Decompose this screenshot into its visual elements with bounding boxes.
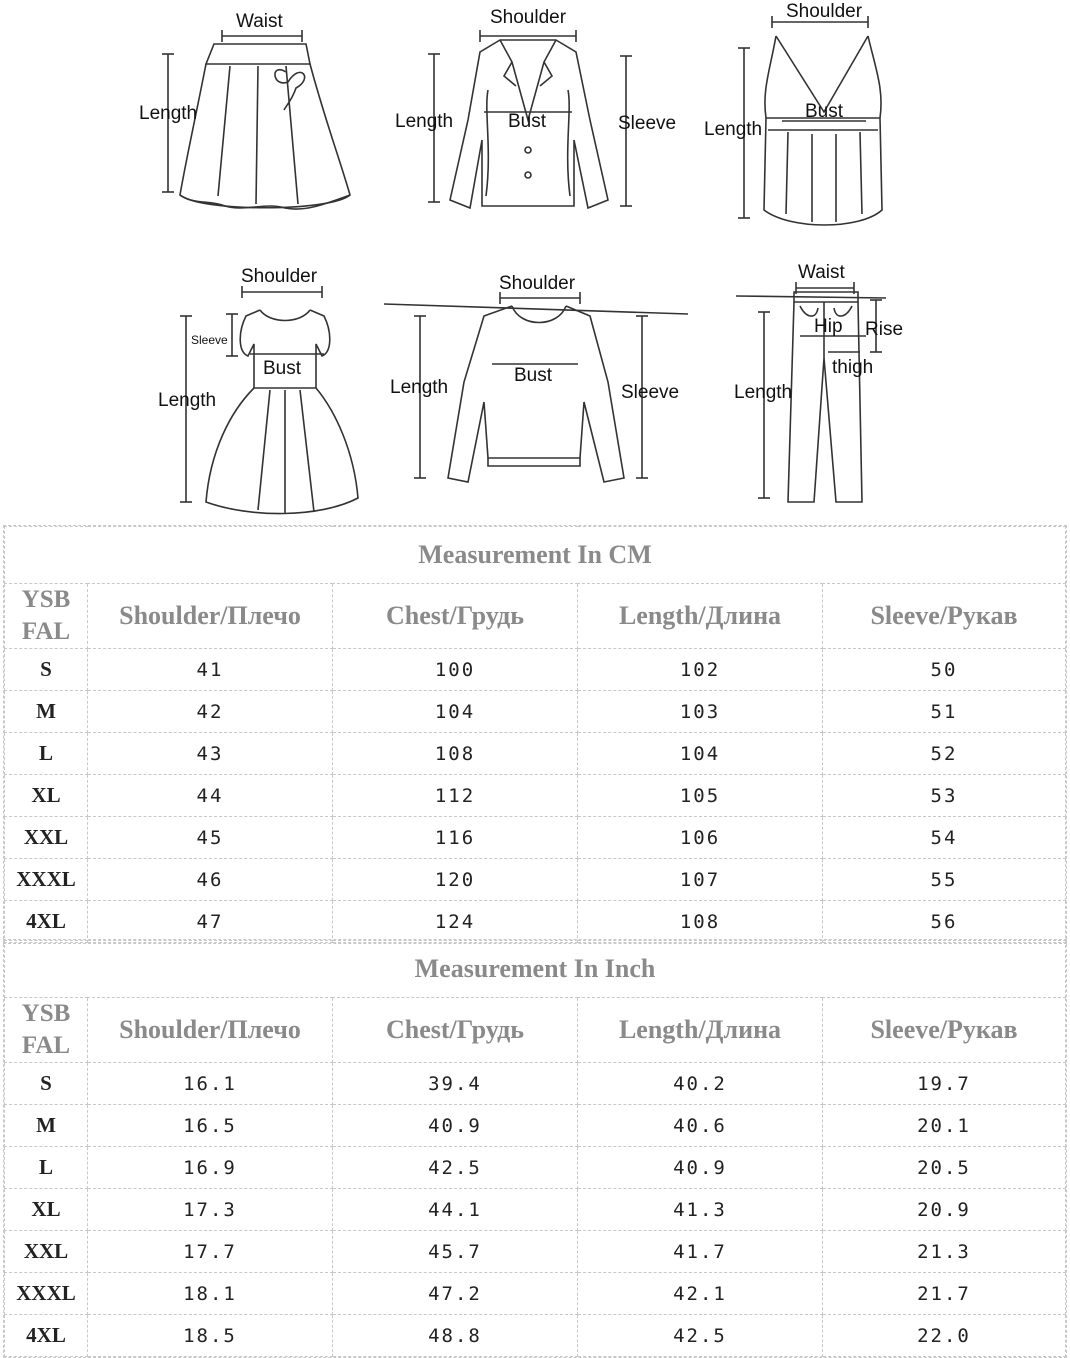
- table-row: [5, 859, 1066, 901]
- sleeve-value: 50: [823, 649, 1066, 691]
- top-bust-label: Bust: [805, 101, 844, 122]
- sweater-sleeve-label: Sleeve: [621, 382, 680, 403]
- dress-diagram: [150, 262, 380, 512]
- shoulder-value: 43: [88, 733, 333, 775]
- size-label: S: [5, 1063, 88, 1105]
- skirt-diagram: [0, 0, 360, 230]
- size-label: XXL: [5, 1231, 88, 1273]
- shoulder-value: 17.3: [88, 1189, 333, 1231]
- chest-value: 108: [333, 733, 578, 775]
- pants-hip-label: Hip: [814, 316, 843, 337]
- table-row: [5, 901, 1066, 943]
- table-row: [5, 1147, 1066, 1189]
- length-value: 104: [578, 733, 823, 775]
- dress-shoulder-label: Shoulder: [241, 266, 318, 287]
- table-row: [5, 1231, 1066, 1273]
- sleeve-value: 19.7: [823, 1063, 1066, 1105]
- shoulder-value: 44: [88, 775, 333, 817]
- length-value: 105: [578, 775, 823, 817]
- sleeve-value: 21.7: [823, 1273, 1066, 1315]
- dress-bust-label: Bust: [263, 358, 302, 379]
- table-row: [5, 1273, 1066, 1315]
- cm-header-sleeve: Sleeve/Рукав: [823, 584, 1066, 649]
- dress-sleeve-label: Sleeve: [191, 333, 228, 347]
- sleeve-value: 52: [823, 733, 1066, 775]
- cm-header-shoulder: Shoulder/Плечо: [88, 584, 333, 649]
- chest-value: 100: [333, 649, 578, 691]
- sleeve-value: 22.0: [823, 1315, 1066, 1357]
- chest-value: 42.5: [333, 1147, 578, 1189]
- size-label: S: [5, 649, 88, 691]
- length-value: 107: [578, 859, 823, 901]
- inch-header-size: YSB FAL: [5, 998, 88, 1063]
- sweater-diagram: [380, 262, 700, 502]
- sleeve-value: 54: [823, 817, 1066, 859]
- sleeve-value: 56: [823, 901, 1066, 943]
- shoulder-value: 46: [88, 859, 333, 901]
- shoulder-value: 41: [88, 649, 333, 691]
- shoulder-value: 18.5: [88, 1315, 333, 1357]
- length-value: 40.6: [578, 1105, 823, 1147]
- size-label: XL: [5, 1189, 88, 1231]
- chest-value: 39.4: [333, 1063, 578, 1105]
- chest-value: 112: [333, 775, 578, 817]
- chest-value: 40.9: [333, 1105, 578, 1147]
- table-row: [5, 649, 1066, 691]
- cm-header-size: YSB FAL: [5, 584, 88, 649]
- length-value: 41.3: [578, 1189, 823, 1231]
- sleeve-value: 20.1: [823, 1105, 1066, 1147]
- shoulder-value: 45: [88, 817, 333, 859]
- sleeve-value: 20.5: [823, 1147, 1066, 1189]
- length-value: 42.1: [578, 1273, 823, 1315]
- cm-header-length: Length/Длина: [578, 584, 823, 649]
- size-label: L: [5, 733, 88, 775]
- chest-value: 104: [333, 691, 578, 733]
- cm-header-chest: Chest/Грудь: [333, 584, 578, 649]
- pants-thigh-label: thigh: [832, 357, 874, 378]
- pants-waist-label: Waist: [798, 262, 845, 283]
- length-value: 40.2: [578, 1063, 823, 1105]
- sweater-shoulder-label: Shoulder: [499, 273, 576, 294]
- length-value: 106: [578, 817, 823, 859]
- size-label: 4XL: [5, 901, 88, 943]
- shoulder-value: 17.7: [88, 1231, 333, 1273]
- sleeve-value: 55: [823, 859, 1066, 901]
- pants-length-label: Length: [734, 382, 793, 403]
- size-label: M: [5, 691, 88, 733]
- jacket-length-label: Length: [395, 111, 454, 132]
- jacket-diagram: [380, 0, 700, 230]
- size-label: XXL: [5, 817, 88, 859]
- table-row: [5, 775, 1066, 817]
- shoulder-value: 16.1: [88, 1063, 333, 1105]
- length-value: 42.5: [578, 1315, 823, 1357]
- inch-size-table: [3, 939, 1067, 1358]
- chest-value: 120: [333, 859, 578, 901]
- inch-header-length: Length/Длина: [578, 998, 823, 1063]
- sleeve-value: 53: [823, 775, 1066, 817]
- skirt-length-label: Length: [139, 103, 198, 124]
- sleeve-value: 20.9: [823, 1189, 1066, 1231]
- inch-table-title: Measurement In Inch: [5, 941, 1066, 998]
- cm-table-title: Measurement In CM: [5, 527, 1066, 584]
- sweater-length-label: Length: [390, 377, 449, 398]
- shoulder-value: 47: [88, 901, 333, 943]
- chest-value: 116: [333, 817, 578, 859]
- cm-size-table: [3, 525, 1067, 944]
- length-value: 108: [578, 901, 823, 943]
- size-label: XXXL: [5, 859, 88, 901]
- pants-rise-label: Rise: [865, 319, 904, 340]
- table-row: [5, 691, 1066, 733]
- sweater-bust-label: Bust: [514, 365, 553, 386]
- length-value: 41.7: [578, 1231, 823, 1273]
- chest-value: 124: [333, 901, 578, 943]
- dress-length-label: Length: [158, 390, 217, 411]
- table-row: [5, 1063, 1066, 1105]
- jacket-shoulder-label: Shoulder: [490, 7, 567, 28]
- inch-header-row: [5, 998, 1066, 1063]
- cm-header-row: [5, 584, 1066, 649]
- shoulder-value: 18.1: [88, 1273, 333, 1315]
- jacket-sleeve-label: Sleeve: [618, 113, 677, 134]
- top-length-label: Length: [704, 119, 763, 140]
- shoulder-value: 16.9: [88, 1147, 333, 1189]
- length-value: 40.9: [578, 1147, 823, 1189]
- size-label: XXXL: [5, 1273, 88, 1315]
- table-row: [5, 1189, 1066, 1231]
- skirt-waist-label: Waist: [236, 11, 283, 32]
- top-shoulder-label: Shoulder: [786, 1, 863, 22]
- table-row: [5, 733, 1066, 775]
- size-label: XL: [5, 775, 88, 817]
- chest-value: 44.1: [333, 1189, 578, 1231]
- length-value: 103: [578, 691, 823, 733]
- table-row: [5, 817, 1066, 859]
- jacket-bust-label: Bust: [508, 111, 547, 132]
- pants-diagram: [720, 262, 920, 512]
- chest-value: 45.7: [333, 1231, 578, 1273]
- inch-header-chest: Chest/Грудь: [333, 998, 578, 1063]
- sleeve-value: 21.3: [823, 1231, 1066, 1273]
- size-label: 4XL: [5, 1315, 88, 1357]
- size-label: M: [5, 1105, 88, 1147]
- measurement-diagrams: [0, 0, 1070, 520]
- shoulder-value: 42: [88, 691, 333, 733]
- inch-header-shoulder: Shoulder/Плечо: [88, 998, 333, 1063]
- chest-value: 48.8: [333, 1315, 578, 1357]
- size-label: L: [5, 1147, 88, 1189]
- top-diagram: [700, 0, 940, 240]
- dress-illustration: [150, 262, 380, 512]
- length-value: 102: [578, 649, 823, 691]
- table-row: [5, 1105, 1066, 1147]
- chest-value: 47.2: [333, 1273, 578, 1315]
- inch-header-sleeve: Sleeve/Рукав: [823, 998, 1066, 1063]
- table-row: [5, 1315, 1066, 1357]
- shoulder-value: 16.5: [88, 1105, 333, 1147]
- sleeve-value: 51: [823, 691, 1066, 733]
